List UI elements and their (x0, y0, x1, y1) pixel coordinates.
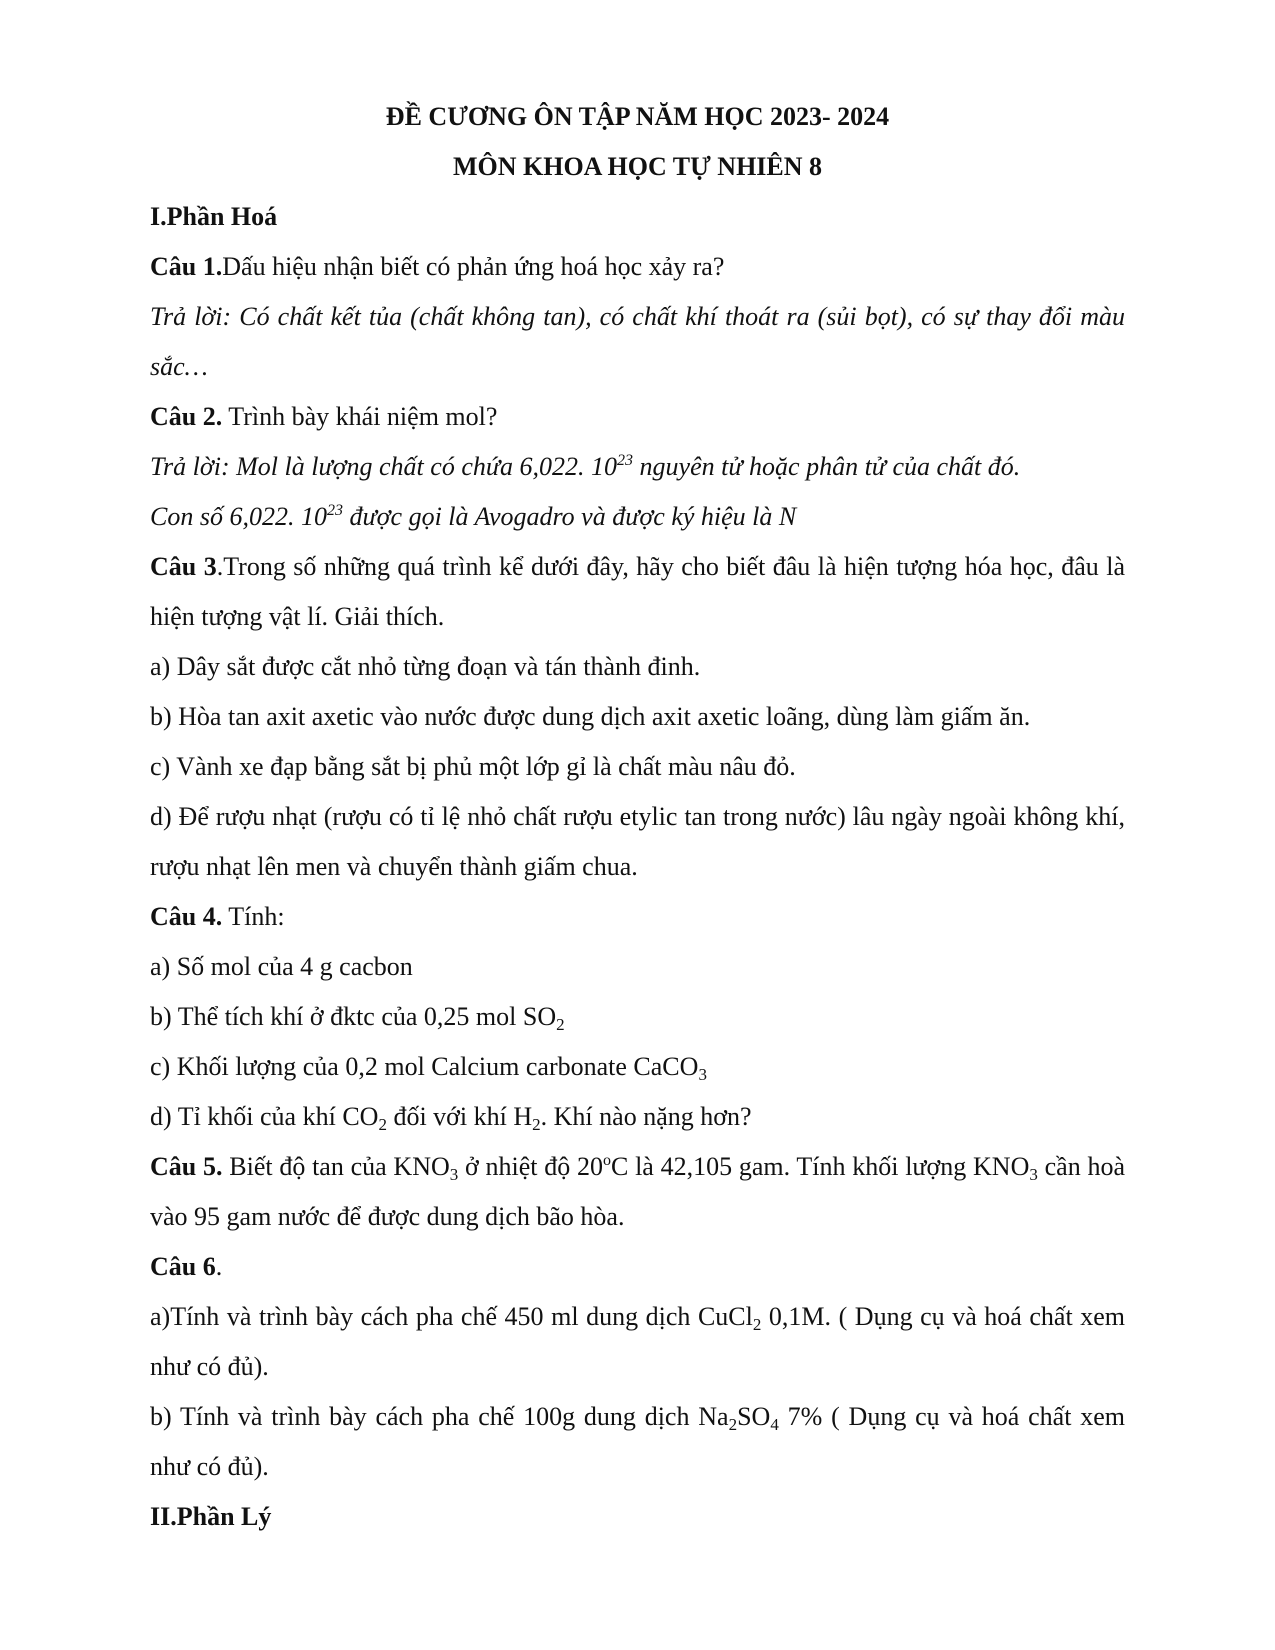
question-5-text: C là 42,105 gam. Tính khối lượng KNO (610, 1152, 1030, 1181)
subscript: 2 (532, 1115, 541, 1134)
item-text: b) Thể tích khí ở đktc của 0,25 mol SO (150, 1002, 557, 1031)
item-text: đối với khí H (386, 1102, 533, 1131)
question-1-text: Dấu hiệu nhận biết có phản ứng hoá học xảy ra? (222, 252, 725, 281)
question-3-item-c: c) Vành xe đạp bằng sắt bị phủ một lớp gỉ là chất màu nâu đỏ. (150, 752, 796, 781)
question-3-item-b: b) Hòa tan axit axetic vào nước được dung dịch axit axetic loãng, dùng làm giấm ăn. (150, 702, 1031, 731)
subscript: 3 (698, 1065, 707, 1084)
subscript: 3 (449, 1165, 459, 1184)
item-text: a)Tính và trình bày cách pha chế 450 ml dung dịch CuCl (150, 1302, 753, 1331)
question-3 (150, 542, 1125, 642)
question-4-item-c (150, 1042, 1125, 1092)
question-5-text: cần hoà vào 95 gam nước để được dung dịch bão hòa. (150, 1152, 1125, 1231)
item-text: 7% ( Dụng cụ và hoá chất xem như có đủ). (150, 1402, 1125, 1481)
question-2-answer-part: Con số 6,022. 10 (150, 502, 327, 531)
question-6-item-a (150, 1292, 1125, 1392)
question-2 (150, 392, 1125, 442)
exponent: 23 (326, 502, 343, 519)
question-2-label: Câu 2. (150, 402, 223, 431)
question-3-item-a: a) Dây sắt được cắt nhỏ từng đoạn và tán thành đinh. (150, 652, 701, 681)
section-heading-physics: II.Phần Lý (150, 1502, 272, 1531)
question-4-item-a: a) Số mol của 4 g cacbon (150, 952, 413, 981)
section-heading-chemistry: I.Phần Hoá (150, 202, 278, 231)
question-4-item-b (150, 992, 1125, 1042)
question-4-item-d (150, 1092, 1125, 1142)
degree-superscript: o (602, 1152, 611, 1169)
question-4-label: Câu 4. (150, 902, 223, 931)
subscript: 2 (752, 1315, 762, 1334)
question-5 (150, 1142, 1125, 1242)
question-1 (150, 242, 1125, 292)
question-1-label: Câu 1. (150, 252, 223, 281)
question-6-label: Câu 6 (150, 1252, 216, 1281)
question-4 (150, 892, 1125, 942)
question-3-text: .Trong số những quá trình kể dưới đây, hãy cho biết đâu là hiện tượng hóa học, đâu là hiện tượng vật lí. Giải thích. (150, 552, 1125, 631)
question-2-answer-part: được gọi là Avogadro và được ký hiệu là N (342, 502, 797, 531)
question-2-text: Trình bày khái niệm mol? (222, 402, 498, 431)
question-3-item-d: d) Để rượu nhạt (rượu có tỉ lệ nhỏ chất rượu etylic tan trong nước) lâu ngày ngoài không khí, rượu nhạt lên men và chuyển thành giấm chua. (150, 802, 1125, 881)
document-subtitle: MÔN KHOA HỌC TỰ NHIÊN 8 (452, 152, 823, 181)
exponent: 23 (617, 452, 634, 469)
subscript: 2 (556, 1015, 565, 1034)
item-text: b) Tính và trình bày cách pha chế 100g dung dịch Na (150, 1402, 729, 1431)
question-2-answer-continued (150, 492, 1125, 542)
question-5-text: Biết độ tan của KNO (222, 1152, 450, 1181)
question-5-text: ở nhiệt độ 20 (458, 1152, 603, 1181)
question-1-answer: Trả lời: Có chất kết tủa (chất không tan), có chất khí thoát ra (sủi bọt), có sự thay đổi màu sắc… (150, 302, 1125, 381)
question-2-answer (150, 442, 1125, 492)
question-6 (150, 1242, 1125, 1292)
question-2-answer-part: nguyên tử hoặc phân tử của chất đó. (633, 452, 1021, 481)
question-5-label: Câu 5. (150, 1152, 223, 1181)
question-2-answer-part: Trả lời: Mol là lượng chất có chứa 6,022. 10 (150, 452, 618, 481)
question-6-item-b (150, 1392, 1125, 1492)
subscript: 2 (728, 1415, 738, 1434)
document-title: ĐỀ CƯƠNG ÔN TẬP NĂM HỌC 2023- 2024 (385, 102, 890, 131)
item-text: . Khí nào nặng hơn? (540, 1102, 752, 1131)
question-3-label: Câu 3 (150, 552, 217, 581)
question-6-punct: . (215, 1252, 223, 1281)
item-text: c) Khối lượng của 0,2 mol Calcium carbonate CaCO (150, 1052, 699, 1081)
question-4-text: Tính: (222, 902, 285, 931)
subscript: 4 (770, 1415, 779, 1434)
item-text: 0,1M. ( Dụng cụ và hoá chất xem như có đủ). (150, 1302, 1125, 1381)
subscript: 2 (378, 1115, 387, 1134)
item-text: d) Tỉ khối của khí CO (150, 1102, 379, 1131)
subscript: 3 (1029, 1165, 1038, 1184)
document-page (150, 92, 1125, 1542)
item-text: SO (737, 1402, 771, 1431)
